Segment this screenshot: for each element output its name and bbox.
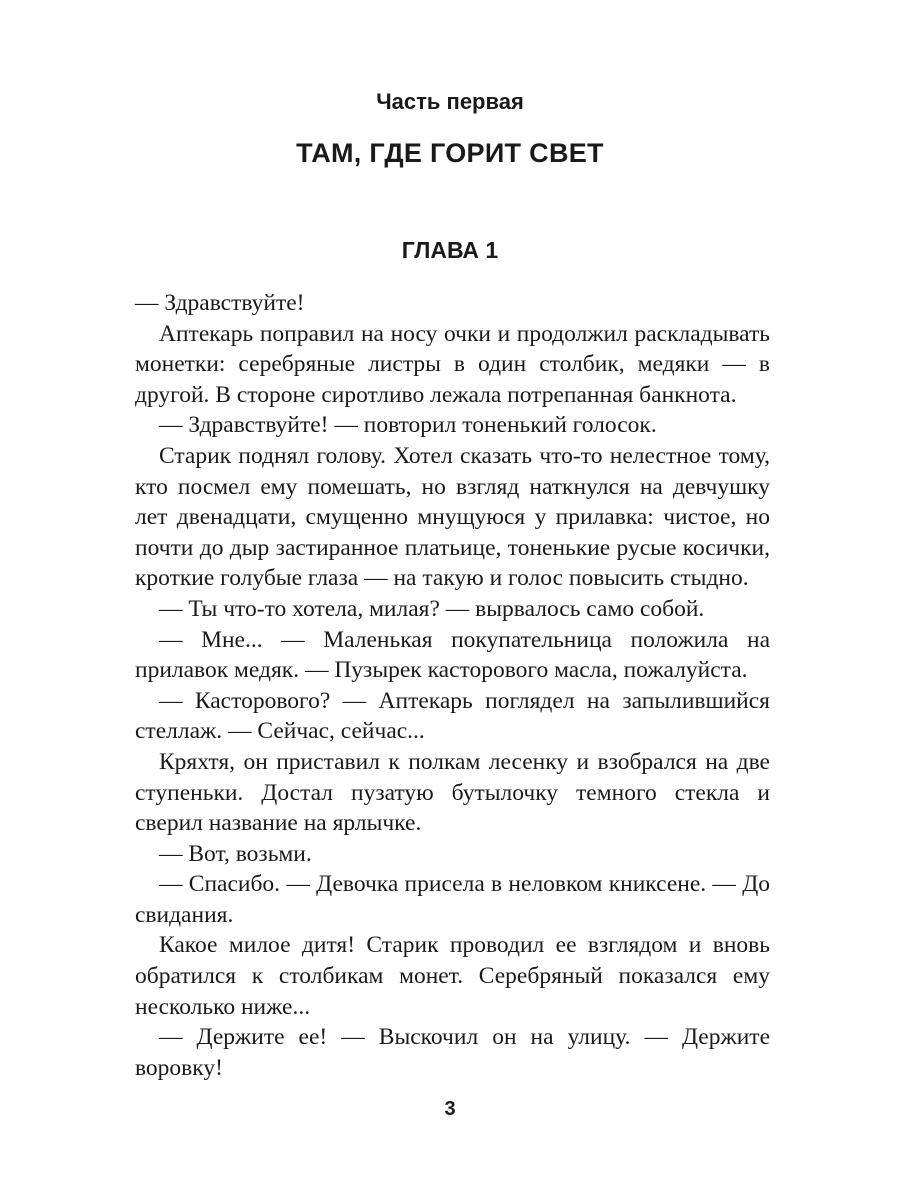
page-number: 3 bbox=[444, 1098, 456, 1120]
chapter-title: ГЛАВА 1 bbox=[401, 237, 499, 263]
paragraph: Аптекарь поправил на носу очки и продолжил раскладывать монетки: серебряные листры в один столбик, медяки — в другой. В стороне сиротливо лежала потрепанная банкнота. bbox=[135, 320, 770, 408]
paragraph: — Здравствуйте! — повторил тоненький голосок. bbox=[159, 412, 657, 439]
part-label: Часть первая bbox=[376, 89, 524, 114]
part-title: ТАМ, ГДЕ ГОРИТ СВЕТ bbox=[296, 138, 604, 168]
chapter-body bbox=[135, 288, 770, 1083]
paragraph: Какое милое дитя! Старик проводил ее взглядом и вновь обратился к столбикам монет. Серебряный показался ему несколько ниже... bbox=[135, 932, 770, 1020]
paragraph: — Касторового? — Аптекарь поглядел на запылившийся стеллаж. — Сейчас, сейчас... bbox=[135, 687, 770, 745]
paragraph: Кряхтя, он приставил к полкам лесенку и взобрался на две ступеньки. Достал пузатую бутылочку темного стекла и сверил название на ярлычке. bbox=[135, 748, 770, 837]
paragraph: — Ты что-то хотела, милая? — вырвалось само собой. bbox=[159, 595, 705, 622]
paragraph: — Вот, возьми. bbox=[159, 840, 312, 867]
paragraph: Старик поднял голову. Хотел сказать что-то нелестное тому, кто посмел ему помешать, но взгляд наткнулся на девчушку лет двенадцати, смущенно мнущуюся у прилавка: чистое, но почти до дыр застиранное платьице, тоненькие русые косички, кроткие голубые глаза — на такую и голос повысить стыдно. bbox=[135, 442, 770, 592]
paragraph: — Спасибо. — Девочка присела в неловком книксене. — До свидания. bbox=[135, 871, 770, 928]
paragraph: — Держите ее! — Выскочил он на улицу. — Держите воровку! bbox=[135, 1024, 770, 1081]
paragraph: — Мне... — Маленькая покупательница положила на прилавок медяк. — Пузырек касторового масла, пожалуйста. bbox=[135, 626, 770, 684]
paragraph: — Здравствуйте! bbox=[135, 290, 305, 316]
